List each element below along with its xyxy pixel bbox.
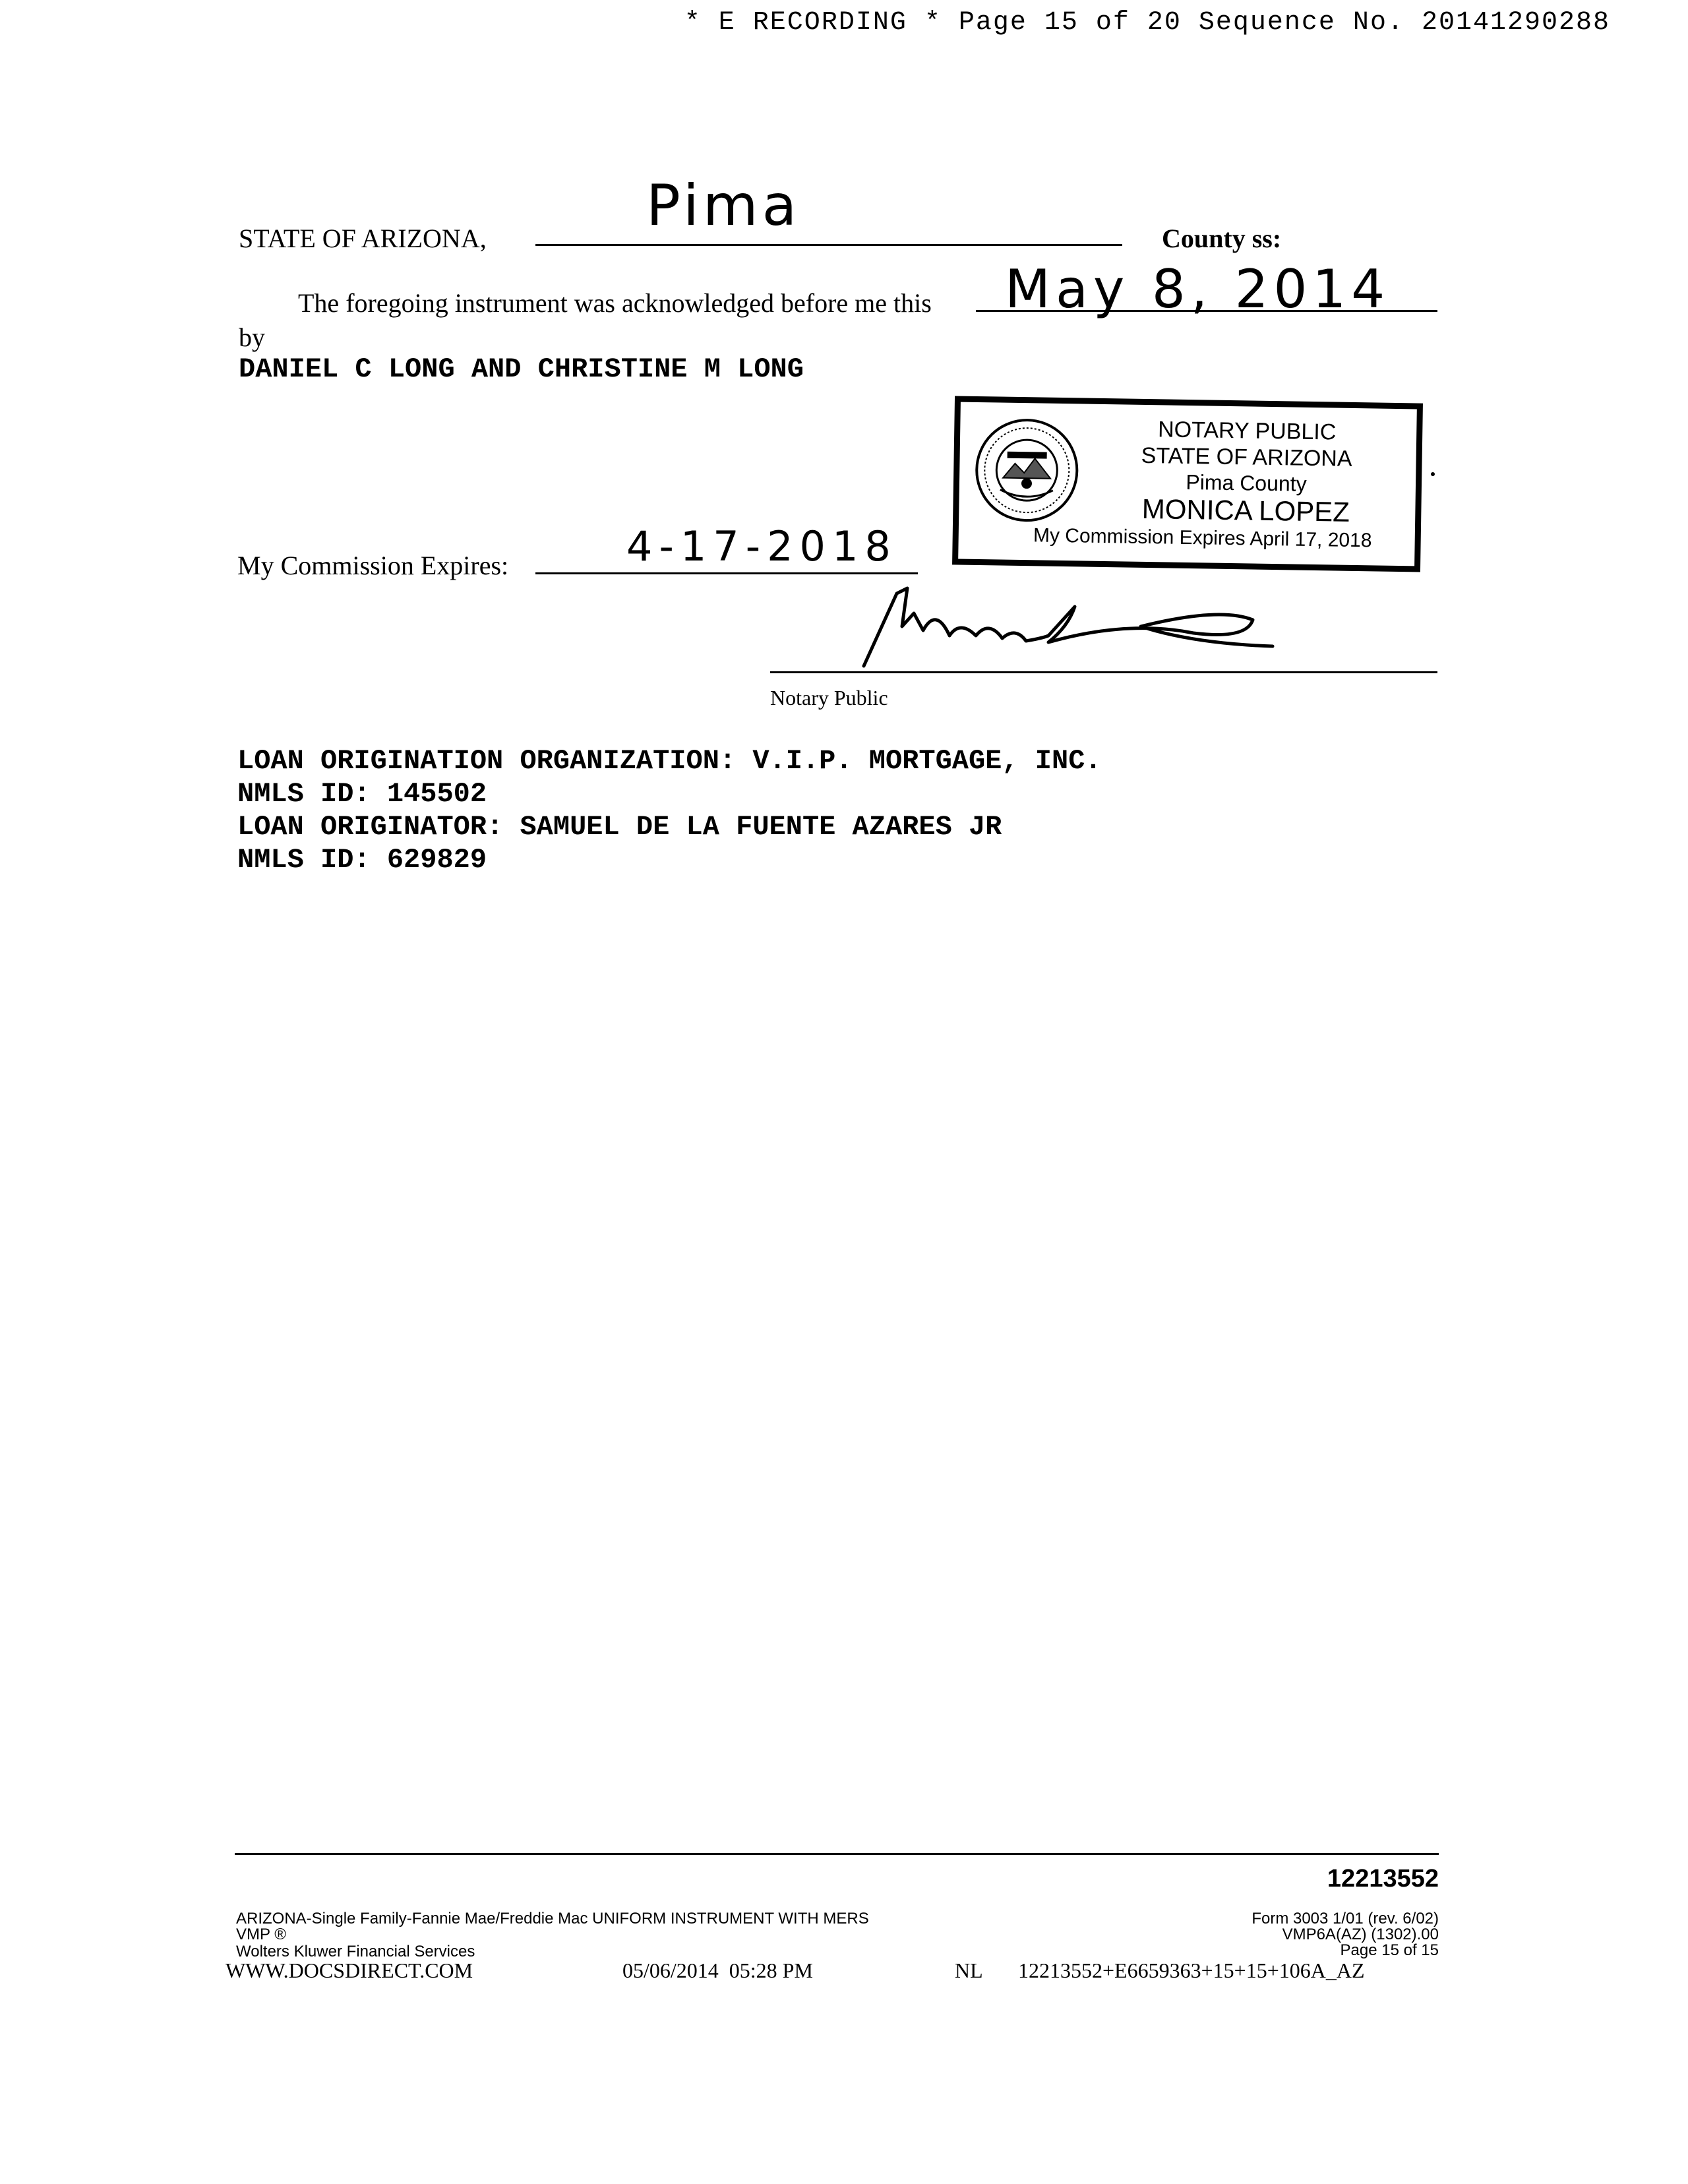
footer-initials: NL (955, 1958, 983, 1982)
state-label: STATE OF ARIZONA, (239, 224, 487, 253)
footer-publisher: Wolters Kluwer Financial Services (236, 1943, 475, 1960)
footer-vmp: VMP ® (236, 1926, 286, 1943)
loan-originator: LOAN ORIGINATOR: SAMUEL DE LA FUENTE AZARES JR (237, 811, 1002, 843)
footer-rule (235, 1853, 1439, 1855)
footer-form-title: ARIZONA-Single Family-Fannie Mae/Freddie Mac UNIFORM INSTRUMENT WITH MERS (236, 1910, 869, 1927)
commission-blank-line (535, 572, 918, 574)
foregoing-text: The foregoing instrument was acknowledged before me this (298, 288, 932, 318)
commission-handwritten: 4-17-2018 (626, 522, 897, 570)
signature-line (770, 671, 1437, 673)
stamp-line-notary-public: NOTARY PUBLIC (1157, 417, 1337, 445)
stamp-line-county: Pima County (1186, 470, 1307, 496)
signers-names: DANIEL C LONG AND CHRISTINE M LONG (239, 353, 804, 385)
footer-vmp-code: VMP6A(AZ) (1302).00 (1282, 1926, 1439, 1943)
stamp-line-expiration: My Commission Expires April 17, 2018 (1033, 524, 1372, 552)
footer-website: WWW.DOCSDIRECT.COM (226, 1958, 473, 1982)
stamp-line-state: STATE OF ARIZONA (1141, 442, 1352, 471)
footer-form-number: Form 3003 1/01 (rev. 6/02) (1251, 1910, 1439, 1927)
speck (1416, 446, 1420, 450)
originator-nmls-id: NMLS ID: 629829 (237, 844, 487, 876)
county-label: County ss: (1162, 224, 1282, 253)
county-handwritten: Pima (646, 173, 801, 239)
notary-stamp (952, 396, 1423, 572)
organization-nmls-id: NMLS ID: 145502 (237, 778, 487, 810)
footer-timestamp: 05/06/2014 05:28 PM (622, 1958, 813, 1982)
state-seal-icon (973, 417, 1080, 524)
notary-signature-icon (851, 580, 1299, 679)
notary-public-label: Notary Public (770, 686, 888, 710)
commission-label: My Commission Expires: (237, 551, 509, 580)
loan-origination-organization: LOAN ORIGINATION ORGANIZATION: V.I.P. MORTGAGE, INC. (237, 745, 1102, 777)
footer-loan-number: 12213552 (1327, 1865, 1439, 1893)
by-label: by (239, 322, 265, 352)
footer-doc-code: 12213552+E6659363+15+15+106A_AZ (1018, 1958, 1365, 1982)
recording-header: * E RECORDING * Page 15 of 20 Sequence No. 20141290288 (684, 8, 1610, 38)
stamp-line-notary-name: MONICA LOPEZ (1141, 493, 1350, 528)
speck (1431, 472, 1435, 476)
footer-page-of: Page 15 of 15 (1340, 1941, 1439, 1959)
date-handwritten: May 8, 2014 (1005, 258, 1391, 320)
county-blank-line (535, 244, 1122, 246)
